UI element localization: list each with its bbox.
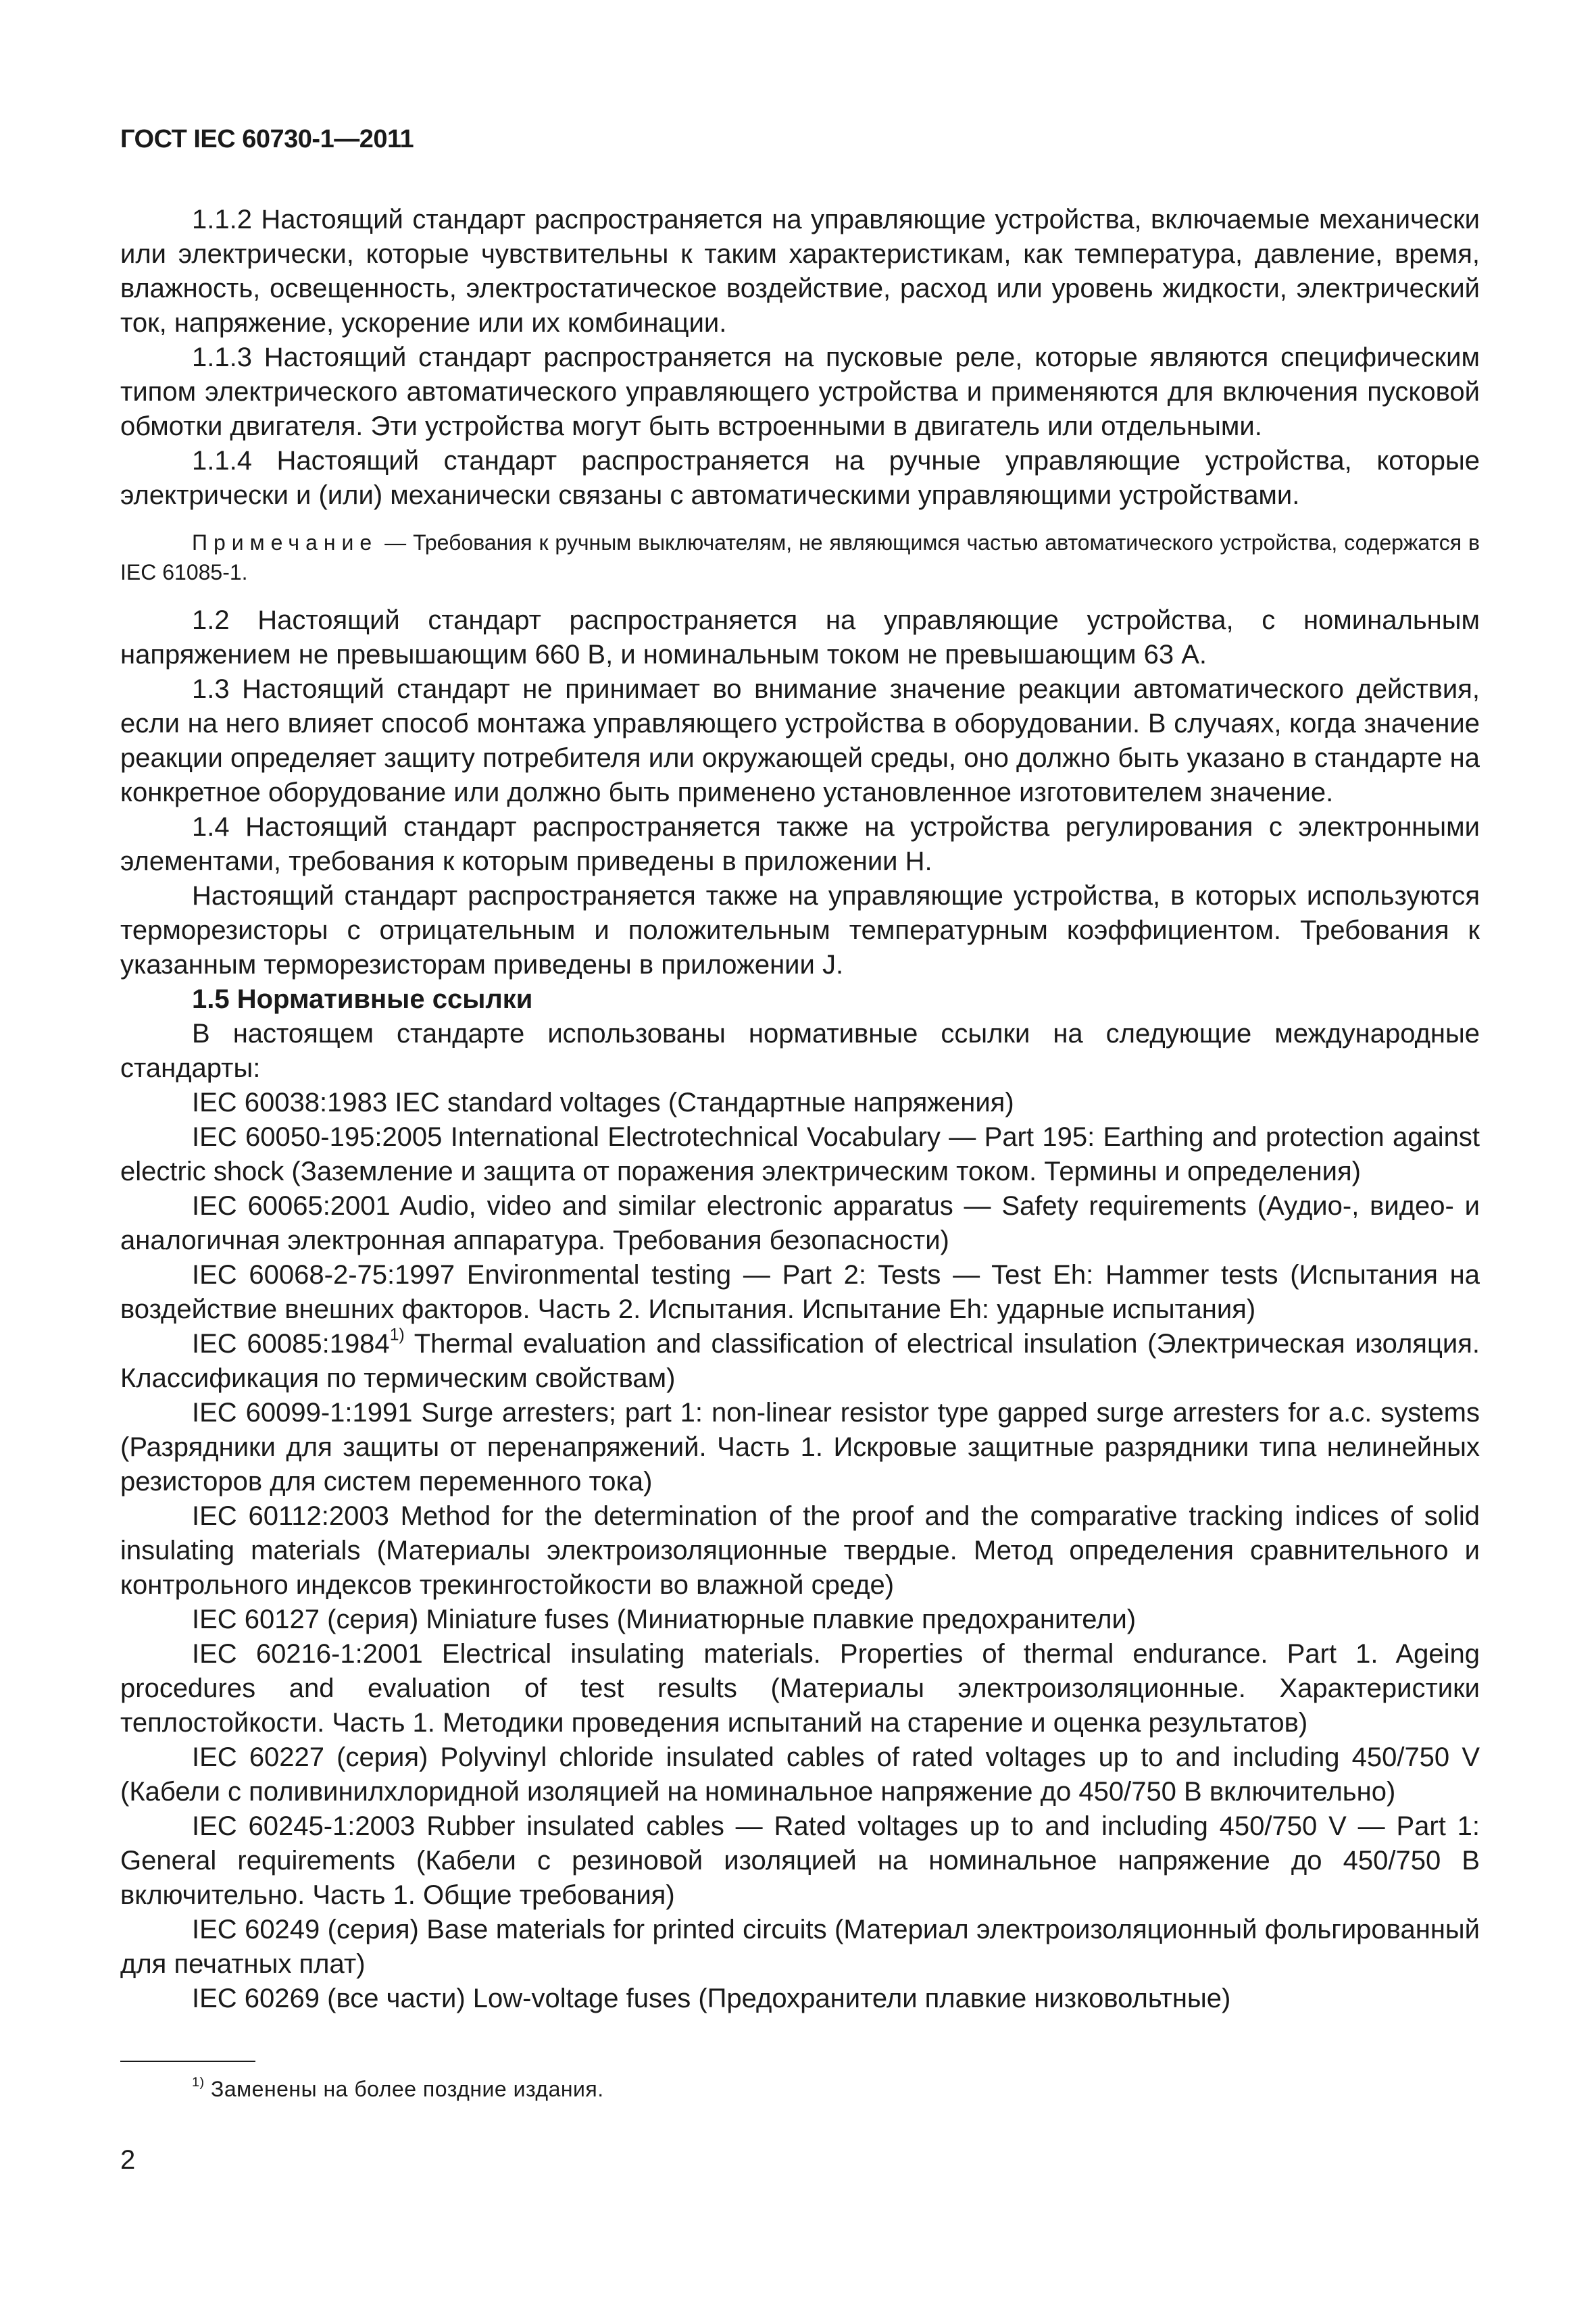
note — [120, 528, 1480, 587]
reference-item: IEC 60269 (все части) Low-voltage fuses (Предохранители плавкие низковольтные) — [192, 1984, 1231, 2013]
footnote-separator — [120, 2061, 255, 2062]
paragraph-1-3: 1.3 Настоящий стандарт не принимает во внимание значение реакции автоматического действия, если на него влияет способ монтажа управляющего устройства в оборудовании. В случаях, когда значение реакции определяет защиту потребителя или окружающей среды, оно должно быть указано в стандарте на конкретное оборудование или должно быть применено установленное изготовителем значение. — [120, 674, 1480, 807]
reference-item: IEC 60112:2003 Method for the determination of the proof and the comparative tracking indices of solid insulating materials (Материалы электроизоляционные твердые. Метод определения сравнительного и контрольного индексов трекингостойкости во влажной среде) — [120, 1501, 1480, 1600]
reference-item: IEC 60050-195:2005 International Electrotechnical Vocabulary — Part 195: Earthing and protection against electric shock (Заземление и защита от поражения электрическим током. Термины и определения) — [120, 1122, 1480, 1186]
reference-item: IEC 60227 (серия) Polyvinyl chloride insulated cables of rated voltages up to and including 450/750 V (Кабели с поливинилхлоридной изоляцией на номинальное напряжение до 450/750 В включительно) — [120, 1742, 1480, 1807]
reference-item: IEC 60038:1983 IEC standard voltages (Стандартные напряжения) — [192, 1088, 1014, 1117]
footnote — [192, 2077, 604, 2102]
reference-text: Thermal evaluation and classification of electrical insulation (Электрическая изоляция. Классификация по термическим свойствам) — [120, 1329, 1480, 1393]
reference-code: IEC 60085:1984 — [192, 1329, 390, 1359]
reference-item — [120, 1327, 1480, 1396]
section-heading-1-5: 1.5 Нормативные ссылки — [192, 984, 533, 1014]
paragraph-1-1-4: 1.1.4 Настоящий стандарт распространяется на ручные управляющие устройства, которые электрически и (или) механически связаны с автоматическими управляющими устройствами. — [120, 446, 1480, 510]
paragraph-1-4-thermistors: Настоящий стандарт распространяется также на управляющие устройства, в которых используются терморезисторы с отрицательным и положительным температурным коэффициентом. Требования к указанным терморезисторам приведены в приложении J. — [120, 881, 1480, 980]
reference-item: IEC 60249 (серия) Base materials for printed circuits (Материал электроизоляционный фольгированный для печатных плат) — [120, 1915, 1480, 1979]
paragraph-1-2: 1.2 Настоящий стандарт распространяется на управляющие устройства, с номинальным напряжением не превышающим 660 В, и номинальным током не превышающим 63 А. — [120, 605, 1480, 670]
note-label: Примечание — [192, 530, 378, 555]
paragraph-1-1-2: 1.1.2 Настоящий стандарт распространяется на управляющие устройства, включаемые механически или электрически, которые чувствительны к таким характеристикам, как температура, давление, время, влажность, освещенность, электростатическое воздействие, расход или уровень жидкости, электрический ток, напряжение, ускорение или их комбинации. — [120, 205, 1480, 338]
reference-item: IEC 60127 (серия) Miniature fuses (Миниатюрные плавкие предохранители) — [192, 1605, 1137, 1634]
document-header: ГОСТ IEC 60730-1—2011 — [120, 125, 414, 153]
reference-item: IEC 60245-1:2003 Rubber insulated cables — Rated voltages up to and including 450/750 V — Part 1: General requirements (Кабели с резиновой изоляцией на номинальное напряжение до 450/750 В включительно. Часть 1. Общие требования) — [120, 1811, 1480, 1910]
document-body — [120, 203, 1480, 2016]
reference-item: IEC 60216-1:2001 Electrical insulating materials. Properties of thermal endurance. Part 1. Ageing procedures and evaluation of test results (Материалы электроизоляционные. Характеристики теплостойкости. Часть 1. Методики проведения испытаний на старение и оценка результатов) — [120, 1639, 1480, 1738]
paragraph-1-1-3: 1.1.3 Настоящий стандарт распространяется на пусковые реле, которые являются специфическим типом электрического автоматического управляющего устройства и применяются для включения пусковой обмотки двигателя. Эти устройства могут быть встроенными в двигатель или отдельными. — [120, 343, 1480, 441]
reference-item: IEC 60099-1:1991 Surge arresters; part 1: non-linear resistor type gapped surge arresters for a.c. systems (Разрядники для защиты от перенапряжений. Часть 1. Искровые защитные разрядники типа нелинейных резисторов для систем переменного тока) — [120, 1398, 1480, 1496]
footnote-text: Заменены на более поздние издания. — [204, 2077, 604, 2101]
paragraph-1-4: 1.4 Настоящий стандарт распространяется также на устройства регулирования с электронными элементами, требования к которым приведены в приложении Н. — [120, 812, 1480, 876]
reference-item: IEC 60065:2001 Audio, video and similar electronic apparatus — Safety requirements (Аудио-, видео- и аналогичная электронная аппаратура. Требования безопасности) — [120, 1191, 1480, 1255]
reference-item: IEC 60068-2-75:1997 Environmental testing — Part 2: Tests — Test Eh: Hammer tests (Испытания на воздействие внешних факторов. Часть 2. Испытания. Испытание Eh: ударные испытания) — [120, 1260, 1480, 1324]
paragraph-1-5-intro: В настоящем стандарте использованы нормативные ссылки на следующие международные стандарты: — [120, 1019, 1480, 1083]
note-text: — Требования к ручным выключателям, не являющимся частью автоматического устройства, содержатся в IEC 61085-1. — [120, 530, 1480, 584]
footnote-mark: 1) — [192, 2075, 205, 2090]
page-number: 2 — [120, 2145, 136, 2175]
footnote-mark: 1) — [389, 1326, 405, 1344]
